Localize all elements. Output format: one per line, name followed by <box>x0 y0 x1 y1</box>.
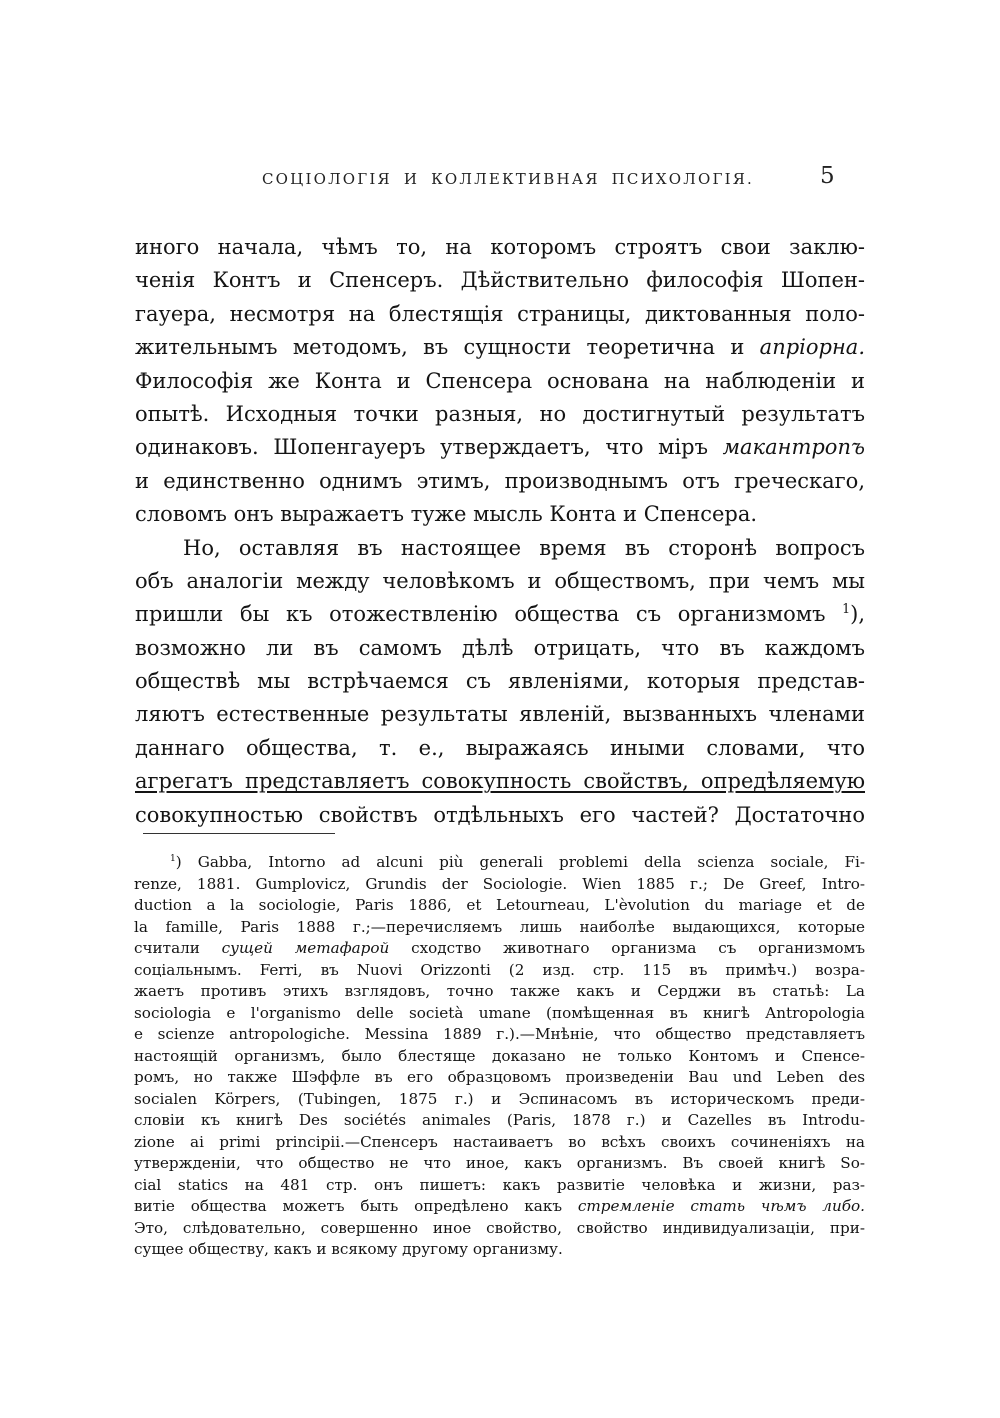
footnote-line: настоящій организмъ, было блестяще доказано не только Контомъ и Спенсе- <box>134 1046 865 1065</box>
footnote-line: sociologia e l'organismo delle società umane (помѣщенная въ книгѣ Antropologia <box>134 1003 865 1022</box>
footnote-line: сущее обществу, какъ и всякому другому организму. <box>134 1240 563 1258</box>
footnote-line-text: ) Gabba, Intorno ad alcuni più generali problemi della scienza sociale, Fi- <box>175 853 865 871</box>
footnote-ref-paren: ) <box>850 602 859 627</box>
running-title: СОЦІОЛОГІЯ И КОЛЛЕКТИВНАЯ ПСИХОЛОГІЯ. <box>262 170 754 188</box>
footnote-line: e scienze antropologiche. Messina 1889 г.).—Мнѣніе, что общество представляетъ <box>134 1025 865 1043</box>
body-line <box>135 765 865 798</box>
body-line-text: совокупностью свойствъ отдѣльныхъ его частей? Достаточно <box>135 802 865 827</box>
footnote-line: la famille, Paris 1888 г.;—перечисляемъ лишь наиболѣе выдающихся, которые <box>134 917 865 936</box>
body-line: ченія Контъ и Спенсеръ. Дѣйствительно философія Шопен- <box>135 268 865 293</box>
italic-makantrop: макантропъ <box>722 435 865 460</box>
footnote-line: утвержденіи, что общество не что иное, какъ организмъ. Въ своей книгѣ So- <box>134 1154 865 1172</box>
footnote-marker: 1 <box>170 853 176 864</box>
body-line <box>135 431 865 464</box>
footnote-line: duction a la sociologie, Paris 1886, et Letourneau, L'èvolution du mariage et de <box>134 896 865 914</box>
footnote-line: словіи къ книгѣ Des sociétés animales (Paris, 1878 г.) и Cazelles въ Introdu- <box>134 1111 865 1129</box>
body-line: ляютъ естественные результаты явленій, вызванныхъ членами <box>135 702 865 727</box>
body-line: иного начала, чѣмъ то, на которомъ строятъ свои заклю- <box>135 235 865 259</box>
italic-apriorna: апріорна. <box>759 335 865 360</box>
body-line: пришли бы къ отожествленію общества съ организмомъ $^1$), <box>135 601 865 627</box>
body-line: словомъ онъ выражаетъ туже мысль Конта и Спенсера. <box>135 502 758 527</box>
footnote-line <box>134 938 865 960</box>
body-line: гауера, несмотря на блестящія страницы, диктованныя поло- <box>135 301 865 326</box>
body-line: объ аналогіи между человѣкомъ и обществомъ, при чемъ мы <box>135 568 865 593</box>
underlined-line: агрегатъ представляетъ совокупность свойствъ, опредѣляемую <box>135 769 865 794</box>
body-line: и единственно однимъ этимъ, производнымъ отъ греческаго, <box>135 468 865 493</box>
italic-metaphor: сущей метафарой <box>221 939 390 957</box>
body-line-text: одинаковъ. Шопенгауеръ утверждаетъ, что міръ <box>135 435 708 460</box>
body-line: даннаго общества, т. е., выражаясь иными словами, что <box>135 735 865 760</box>
body-line <box>135 799 865 832</box>
body-line: опытѣ. Исходныя точки разныя, но достигнутый результатъ <box>135 401 865 426</box>
footnote-line: renze, 1881. Gumplovicz, Grundis der Sociologie. Wien 1885 г.; De Greef, Intro- <box>134 874 865 893</box>
footnote-line-text: сходство животнаго организма съ организмомъ <box>411 939 865 957</box>
body-line: Но, оставляя въ настоящее время въ сторонѣ вопросъ <box>183 535 865 560</box>
footnote-line: zione ai primi principii.—Спенсеръ настаиваетъ во всѣхъ своихъ сочиненіяхъ на <box>134 1132 865 1151</box>
footnote-line <box>134 852 865 874</box>
body-line-text: жительнымъ методомъ, въ сущности теоретична и <box>135 335 745 360</box>
footnote-line: socialen Körpers, (Tubingen, 1875 г.) и Эспинасомъ въ историческомъ преди- <box>134 1089 865 1108</box>
footnote-line: соціальнымъ. Ferri, въ Nuovi Orizzonti (2 изд. стр. 115 въ примѣч.) возра- <box>134 960 865 979</box>
footnote-ref: 1 <box>842 601 851 617</box>
footnote-line: ромъ, но также Шэффле въ его образцовомъ произведеніи Bau und Leben des <box>134 1068 865 1086</box>
footnote-line <box>134 1196 865 1218</box>
footnote-line: Это, слѣдовательно, совершенно иное свойство, свойство индивидуализаціи, при- <box>134 1218 865 1237</box>
body-line <box>135 331 865 364</box>
main-text <box>135 231 865 832</box>
body-line: возможно ли въ самомъ дѣлѣ отрицать, что въ каждомъ <box>135 635 865 660</box>
body-line: Философія же Конта и Спенсера основана на наблюденіи и <box>135 368 865 393</box>
italic-striving: стремленіе стать чѣмъ либо. <box>577 1197 865 1215</box>
footnote-line: cial statics на 481 стр. онъ пишетъ: какъ развитіе человѣка и жизни, раз- <box>134 1175 865 1194</box>
body-line: обществѣ мы встрѣчаемся съ явленіями, которыя представ- <box>135 669 865 694</box>
footnote-line-text: витіе общества можетъ быть опредѣлено какъ <box>134 1197 563 1215</box>
footnote-line: жаетъ противъ этихъ взглядовъ, точно также какъ и Серджи въ статьѣ: La <box>134 982 865 1000</box>
footnote-rule <box>143 833 335 834</box>
footnote-line-text: считали <box>134 939 200 957</box>
page-number: 5 <box>820 163 835 189</box>
footnotes <box>134 852 865 1261</box>
body-line-text: пришли бы къ отожествленію общества съ организмомъ <box>135 602 826 627</box>
